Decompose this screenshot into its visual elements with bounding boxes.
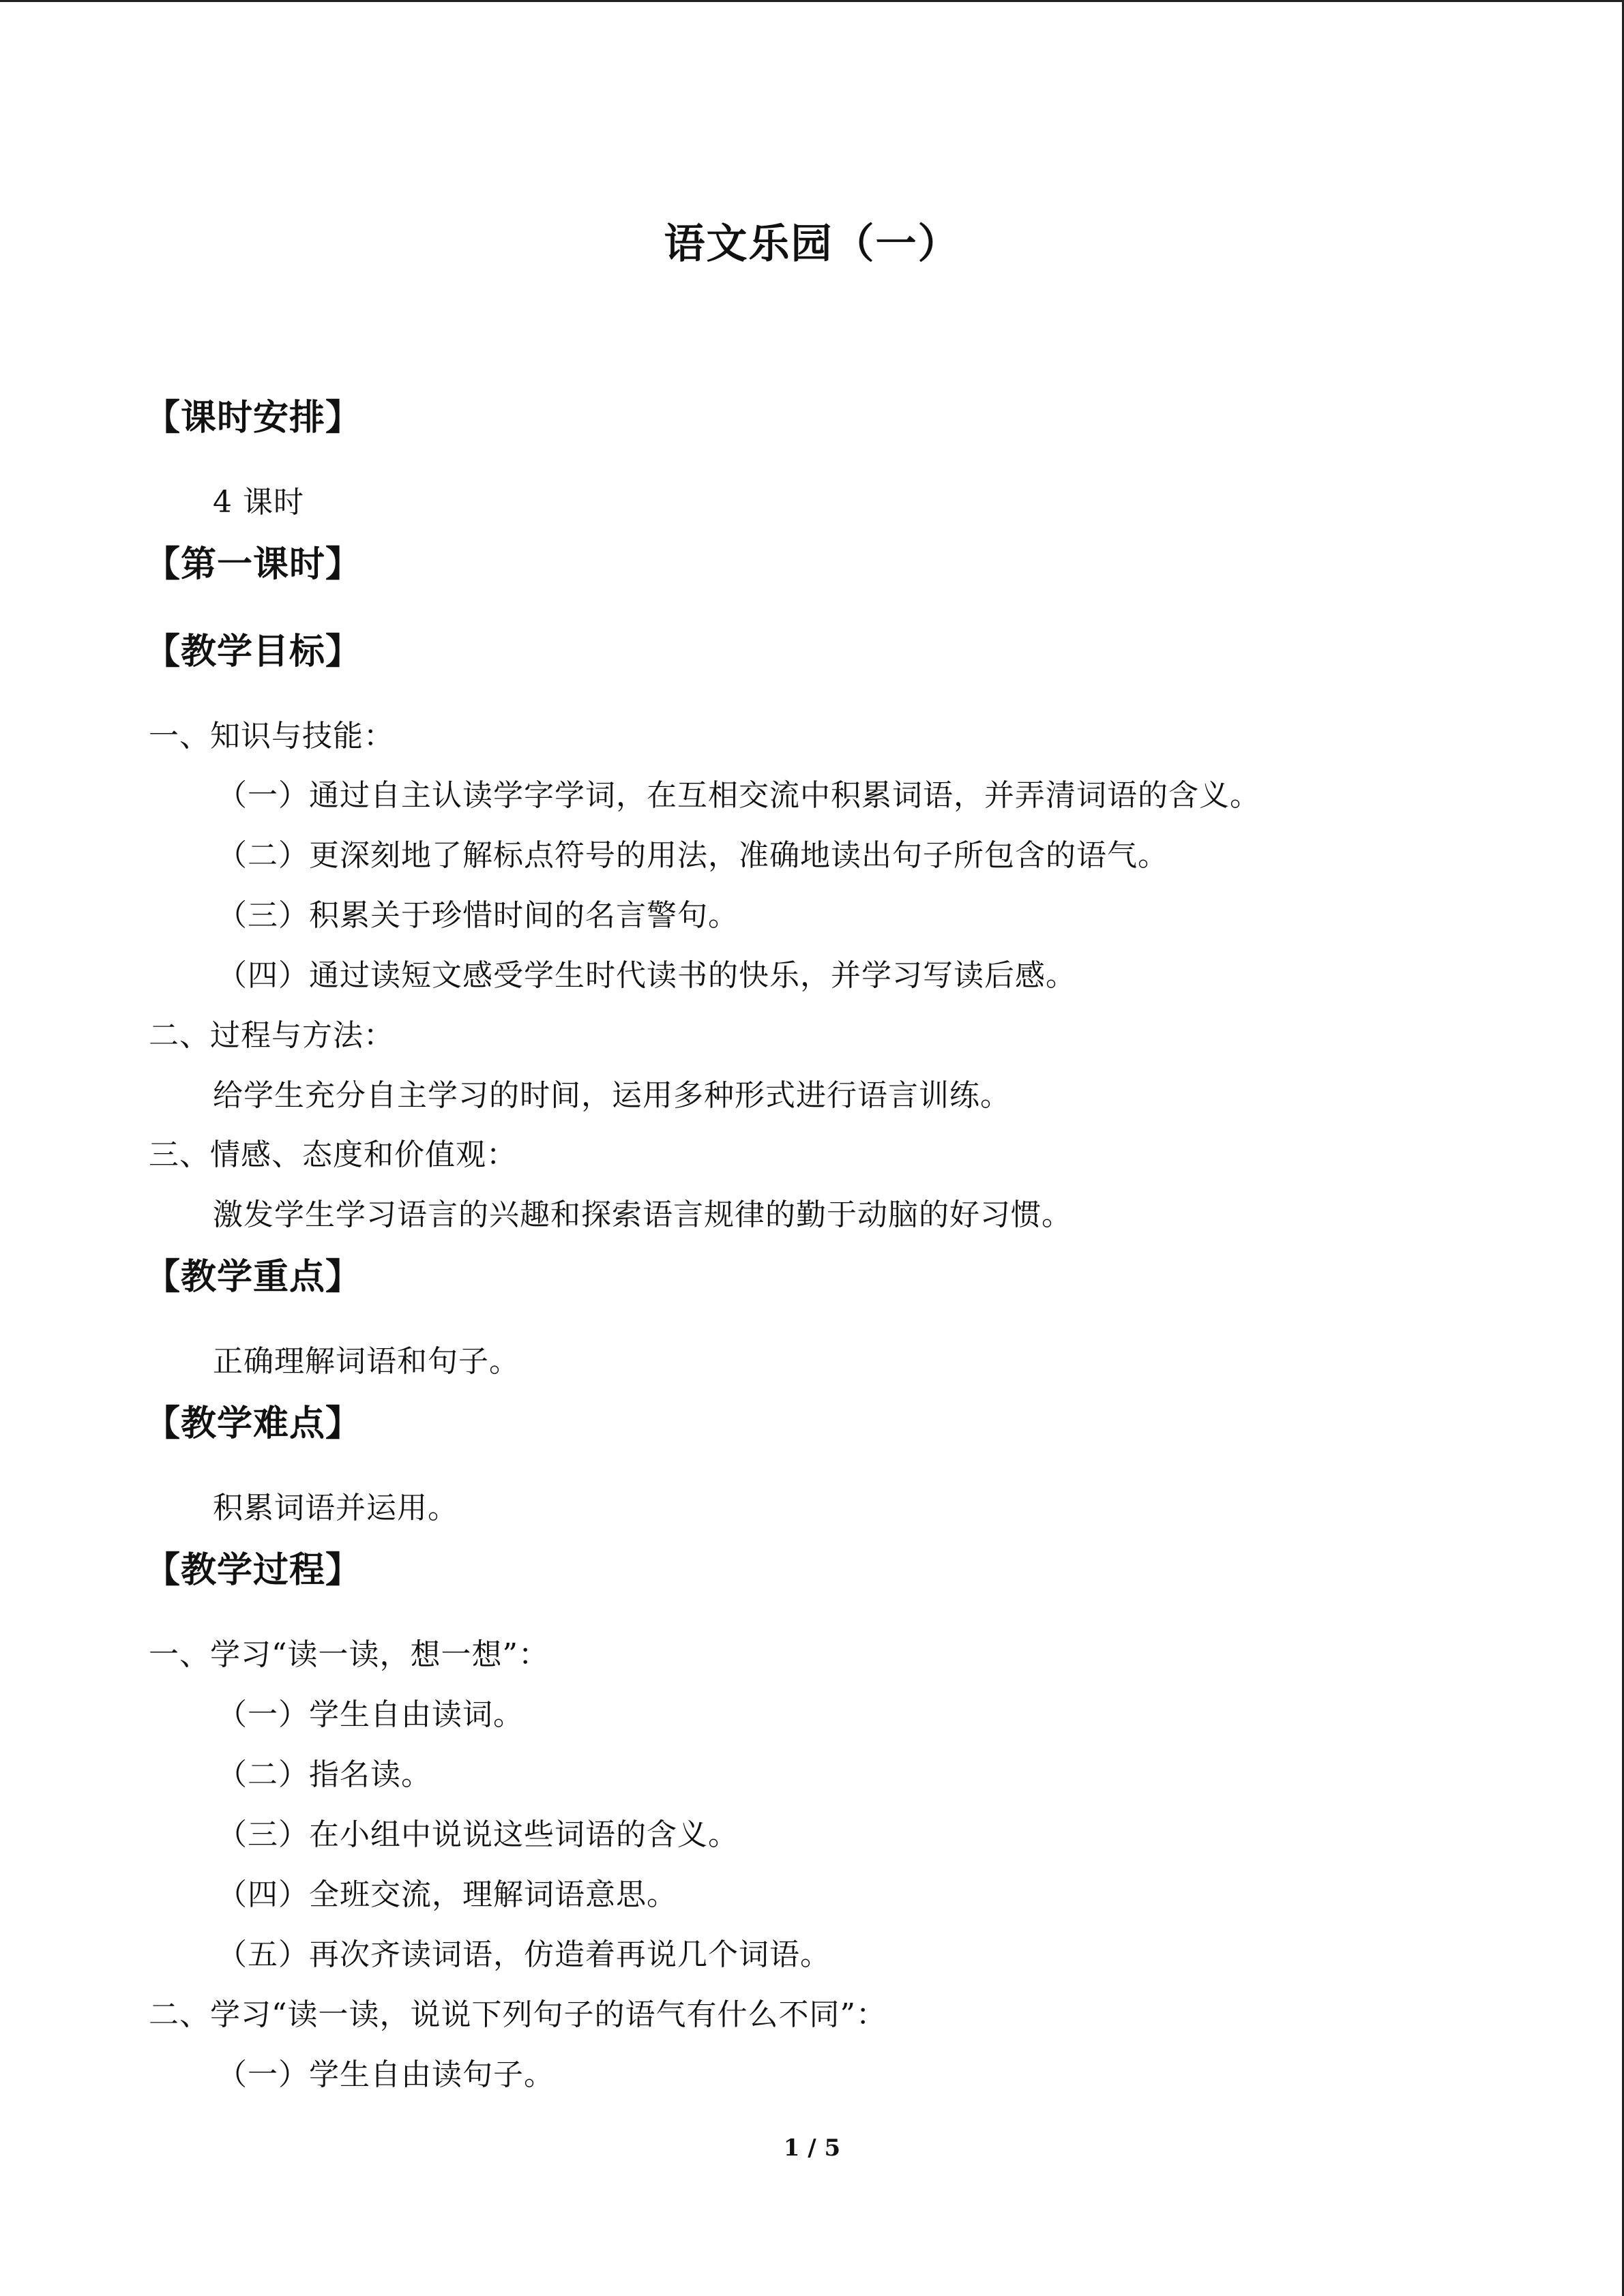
heading-schedule: 【课时安排】 xyxy=(145,398,362,438)
process-item: （二）指名读。 xyxy=(217,1757,432,1792)
schedule-text: 4 课时 xyxy=(213,485,304,520)
objectives-item: （二）更深刻地了解标点符号的用法，准确地读出句子所包含的语气。 xyxy=(217,838,1168,873)
process-item: （三）在小组中说说这些词语的含义。 xyxy=(217,1817,739,1852)
objectives-section-2-text: 给学生充分自主学习的时间，运用多种形式进行语言训练。 xyxy=(213,1078,1011,1113)
key-points-text: 正确理解词语和句子。 xyxy=(213,1344,520,1379)
heading-process: 【教学过程】 xyxy=(145,1550,362,1591)
process-item: （四）全班交流，理解词语意思。 xyxy=(217,1877,677,1912)
process-step-2-title: 二、学习“读一读，说说下列句子的语气有什么不同”： xyxy=(149,1997,887,2032)
process-item: （一）学生自由读词。 xyxy=(217,1697,524,1732)
objectives-section-3-text: 激发学生学习语言的兴趣和探索语言规律的勤于动脑的好习惯。 xyxy=(213,1197,1072,1232)
heading-first-lesson: 【第一课时】 xyxy=(145,544,362,585)
process-item: （一）学生自由读句子。 xyxy=(217,2057,555,2092)
difficulties-text: 积累词语并运用。 xyxy=(213,1491,458,1525)
heading-difficulties: 【教学难点】 xyxy=(145,1403,362,1444)
objectives-item: （三）积累关于珍惜时间的名言警句。 xyxy=(217,898,739,933)
objectives-section-3-title: 三、情感、态度和价值观： xyxy=(149,1137,517,1172)
objectives-item: （一）通过自主认读学字学词，在互相交流中积累词语，并弄清词语的含义。 xyxy=(217,778,1260,813)
process-item: （五）再次齐读词语，仿造着再说几个词语。 xyxy=(217,1937,831,1972)
objectives-section-1-title: 一、知识与技能： xyxy=(149,719,394,754)
objectives-section-2-title: 二、过程与方法： xyxy=(149,1018,394,1053)
page-number: 1 / 5 xyxy=(783,2134,841,2162)
process-step-1-title: 一、学习“读一读，想一想”： xyxy=(149,1637,549,1672)
objectives-item: （四）通过读短文感受学生时代读书的快乐，并学习写读后感。 xyxy=(217,958,1076,993)
page-top-border xyxy=(0,0,1624,2)
document-title: 语文乐园（一） xyxy=(664,220,960,268)
heading-objectives: 【教学目标】 xyxy=(145,631,362,672)
heading-key-points: 【教学重点】 xyxy=(145,1257,362,1298)
